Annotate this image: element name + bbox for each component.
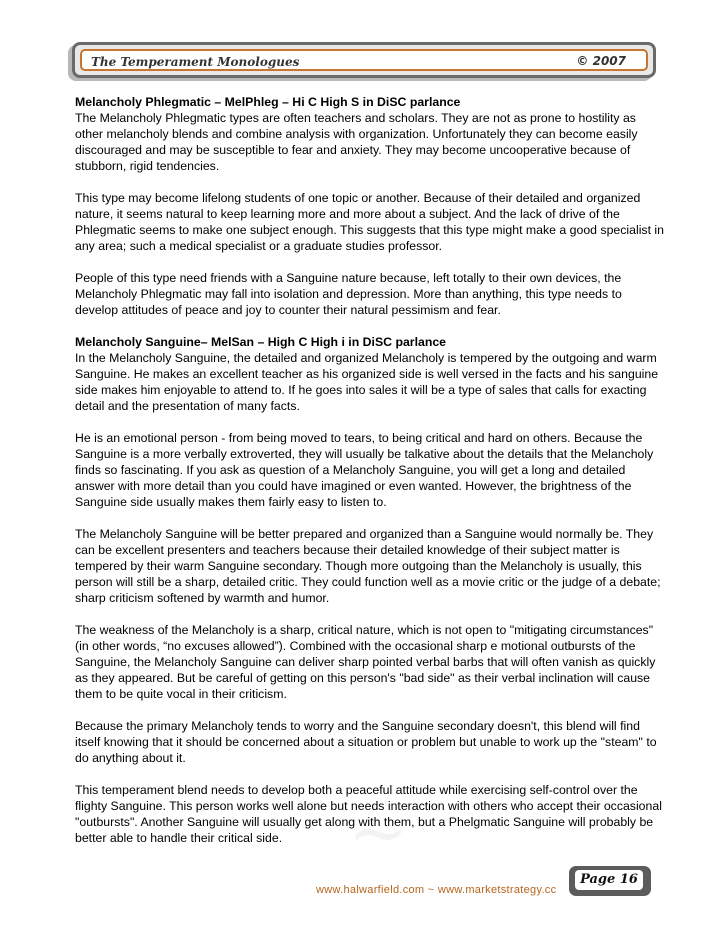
page-number-badge	[569, 866, 651, 896]
paragraph: This type may become lifelong students of one topic or another. Because of their detailed and organized nature, it seems natural to keep learning more and more about a subject. And the lack of drive of the Phlegmatic seems to make one subject enough. This suggests that this type might make a good specialist in any area; such a medical specialist or a graduate studies professor.	[75, 191, 664, 253]
header-banner-inner	[80, 49, 648, 71]
paragraph: Because the primary Melancholy tends to worry and the Sanguine secondary doesn't, this blend will find itself knowing that it should be concerned about a situation or problem but unable to work up the "steam" to do anything about it.	[75, 719, 657, 765]
paragraph: This temperament blend needs to develop both a peaceful attitude while exercising self-control over the flighty Sanguine. This person works well alone but needs interaction with others who accept their occasional "outbursts". Another Sanguine will usually get along with them, but a Phelgmatic Sanguine will probably be better able to handle their critical side.	[75, 783, 662, 845]
document-title: The Temperament Monologues	[91, 55, 300, 69]
header-banner	[72, 42, 656, 78]
section-heading-melphleg: Melancholy Phlegmatic – MelPhleg – Hi C High S in DiSC parlance	[75, 95, 461, 109]
section-heading-melsan: Melancholy Sanguine– MelSan – High C High i in DiSC parlance	[75, 335, 447, 349]
paragraph: The Melancholy Sanguine will be better prepared and organized than a Sanguine would normally be. They can be excellent presenters and teachers because their detailed knowledge of their subject matter is tempered by their warm Sanguine secondary. Though more outgoing than the Melancholy is usually, this person will still be a sharp, detailed critic. They could function well as a movie critic or the judge of a debate; sharp criticism softened by warmth and humor.	[75, 527, 661, 605]
paragraph: He is an emotional person - from being moved to tears, to being critical and hard on others. Because the Sanguine is a more verbally extroverted, they will usually be talkative about the details that the Melancholy finds so fascinating. If you ask as question of a Melancholy Sanguine, you will get a long and detailed answer with more detail than you could have imagined or even wanted. However, the brightness of the Sanguine side usually makes them fairly easy to listen to.	[75, 431, 654, 509]
tilde-watermark-icon: ~	[348, 790, 409, 874]
paragraph: In the Melancholy Sanguine, the detailed and organized Melancholy is tempered by the outgoing and warm Sanguine. He makes an excellent teacher as his organized side is well versed in the facts and his sanguine side makes him enjoyable to attend to. If he goes into sales it will be a type of sales that calls for exacting detail and the presentation of many facts.	[75, 351, 659, 413]
paragraph: People of this type need friends with a Sanguine nature because, left totally to their own devices, the Melancholy Phlegmatic may fall into isolation and depression. More than anything, this type needs to develop attitudes of peace and joy to counter their natural pessimism and fear.	[75, 271, 622, 317]
paragraph: The Melancholy Phlegmatic types are often teachers and scholars. They are not as prone to hostility as other melancholy blends and combine analysis with organization. Unfortunately they can become easily discouraged and may be susceptible to fear and anxiety. They may become uncooperative because of stubborn, rigid tendencies.	[75, 111, 638, 173]
paragraph: The weakness of the Melancholy is a sharp, critical nature, which is not open to "mitigating circumstances" (in other words, “no excuses allowed”). Combined with the occasional sharp e motional outbursts of the Sanguine, the Melancholy Sanguine can deliver sharp pointed verbal barbs that will often vanish as quickly as they appeared. But be careful of getting on this person's "bad side" as their verbal inclination will cause them to be quite vocal in their criticism.	[75, 623, 656, 701]
page-number-label: Page 16	[575, 870, 643, 890]
footer-website-link[interactable]: www.halwarfield.com ~ www.marketstrategy.cc	[316, 884, 557, 896]
copyright-notice: © 2007	[576, 54, 626, 68]
main-content	[75, 94, 665, 862]
